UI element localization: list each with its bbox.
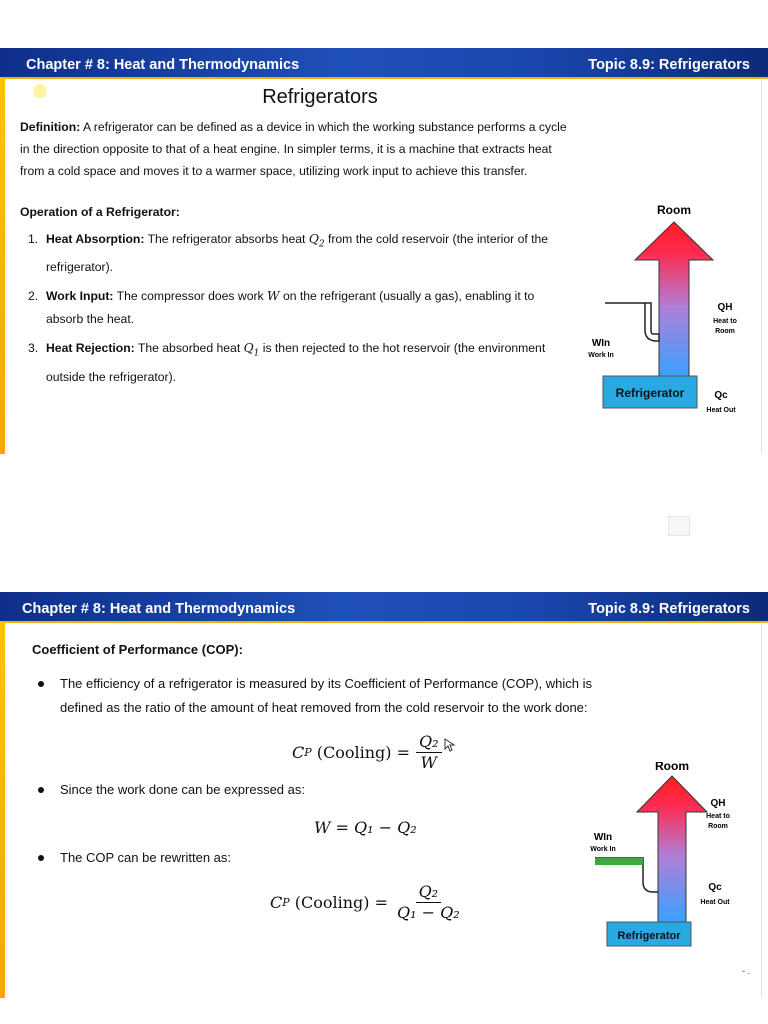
qc-desc: Heat Out: [700, 899, 730, 906]
math-subscript: 2: [318, 239, 325, 250]
footer-mark: - .: [742, 966, 750, 976]
left-accent-bar: [0, 622, 5, 998]
eq-subscript: P: [304, 746, 312, 759]
heat-flow-arrow: [637, 776, 707, 922]
eq-denominator: W: [420, 753, 437, 772]
bullet-dot: [38, 681, 44, 687]
bullet-text: Since the work done can be expressed as:: [60, 782, 305, 797]
refrigerator-diagram: [585, 198, 745, 413]
step-number: 2.: [28, 289, 39, 304]
step-text: The compressor does work: [116, 289, 264, 304]
bullet-text: defined as the ratio of the amount of heat removed from the cold reservoir to the work done:: [60, 700, 588, 715]
step-text: absorb the heat.: [46, 312, 135, 327]
mouse-cursor-icon: [444, 738, 456, 752]
eq-numerator: Q₂: [416, 732, 442, 753]
eq-fraction: [394, 882, 463, 923]
math-symbol: Q: [308, 232, 319, 246]
step-label: Work Input:: [46, 289, 114, 304]
step-text: refrigerator).: [46, 260, 114, 275]
definition-label: Definition:: [20, 120, 81, 134]
win-desc: Work In: [590, 846, 616, 853]
qh-desc-1: Heat to: [713, 318, 737, 325]
operation-heading: Operation of a Refrigerator:: [20, 205, 180, 219]
bullet-text: The COP can be rewritten as:: [60, 850, 232, 865]
qh-desc-1: Heat to: [706, 813, 730, 820]
page-title: Refrigerators: [262, 86, 378, 108]
step-work-input: [28, 285, 588, 331]
eq-numerator: Q₂: [416, 882, 442, 903]
eq-denominator: Q₁ − Q₂: [397, 903, 460, 922]
win-label: WIn: [591, 338, 611, 349]
eq-text: (Cooling) =: [294, 893, 389, 912]
step-text: The refrigerator absorbs heat: [147, 232, 306, 246]
refrigerator-label: Refrigerator: [617, 930, 681, 942]
slide-coefficient-of-performance: [0, 592, 768, 998]
qh-desc-2: Room: [708, 823, 728, 830]
eq-symbol: C: [270, 893, 283, 912]
definition-line-2: in the direction opposite to that of a heat engine. In simpler terms, it is a machine that extracts heat: [20, 142, 552, 156]
math-subscript: 1: [253, 348, 260, 359]
refrigerator-diagram: [585, 762, 745, 957]
win-label: WIn: [593, 832, 613, 843]
right-divider: [761, 622, 762, 998]
slide-header: [0, 48, 768, 79]
slide-refrigerators: [0, 48, 768, 454]
eq-fraction: [416, 732, 442, 773]
topic-title: Topic 8.9: Refrigerators: [588, 57, 750, 73]
room-label: Room: [655, 762, 689, 773]
definition-line-3: from a cold space and moves it to a warmer space, utilizing work input to achieve this transfer.: [20, 164, 528, 178]
definition-line-1: A refrigerator can be defined as a device in which the working substance performs a cycle: [82, 120, 567, 134]
step-number: 3.: [28, 341, 39, 356]
math-symbol: Q: [243, 341, 254, 356]
eq-subscript: P: [282, 896, 290, 909]
definition-paragraph: [20, 116, 600, 182]
chapter-title: Chapter # 8: Heat and Thermodynamics: [22, 601, 296, 617]
bullet-cop-definition: [38, 672, 658, 720]
left-accent-bar: [0, 78, 5, 454]
step-text: The absorbed heat: [137, 341, 241, 356]
equation-work: W = Q₁ − Q₂: [314, 818, 417, 837]
step-heat-absorption: [28, 228, 588, 279]
bullet-dot: [38, 855, 44, 861]
refrigerator-label: Refrigerator: [615, 386, 685, 400]
chapter-title: Chapter # 8: Heat and Thermodynamics: [26, 57, 300, 73]
step-heat-rejection: [28, 337, 588, 388]
right-divider: [761, 78, 762, 454]
step-number: 1.: [28, 232, 39, 246]
bullet-dot: [38, 787, 44, 793]
topic-title: Topic 8.9: Refrigerators: [588, 601, 750, 617]
bullet-cop-rewritten: [38, 846, 438, 870]
work-input-bar: [595, 858, 643, 865]
qc-desc: Heat Out: [706, 407, 736, 413]
equation-cop: [292, 732, 456, 773]
step-label: Heat Absorption:: [46, 232, 145, 246]
eq-symbol: C: [292, 743, 305, 762]
win-desc: Work In: [588, 352, 614, 359]
step-text: from the cold reservoir (the interior of the: [327, 232, 549, 246]
step-text: is then rejected to the hot reservoir (the environment: [262, 341, 546, 356]
slide-header: [0, 592, 768, 623]
step-label: Heat Rejection:: [46, 341, 135, 356]
work-input-line: [605, 303, 659, 341]
operation-steps: [28, 228, 588, 395]
qc-label: Qc: [708, 882, 722, 893]
bullet-work-done: [38, 778, 438, 802]
qc-label: Qc: [714, 390, 728, 401]
qh-desc-2: Room: [715, 328, 735, 335]
step-text: outside the refrigerator).: [46, 369, 177, 384]
room-label: Room: [657, 203, 691, 217]
heat-flow-arrow: [635, 222, 713, 376]
eq-text: (Cooling) =: [316, 743, 411, 762]
step-text: on the refrigerant (usually a gas), enabling it to: [282, 289, 535, 304]
math-symbol: W: [267, 289, 280, 304]
bullet-text: The efficiency of a refrigerator is measured by its Coefficient of Performance (COP), which is: [60, 676, 593, 691]
cop-heading: Coefficient of Performance (COP):: [32, 642, 243, 657]
equation-cop-rewritten: [270, 882, 463, 923]
qh-label: QH: [717, 302, 733, 313]
scanner-watermark-icon: [668, 516, 690, 536]
qh-label: QH: [710, 798, 726, 809]
